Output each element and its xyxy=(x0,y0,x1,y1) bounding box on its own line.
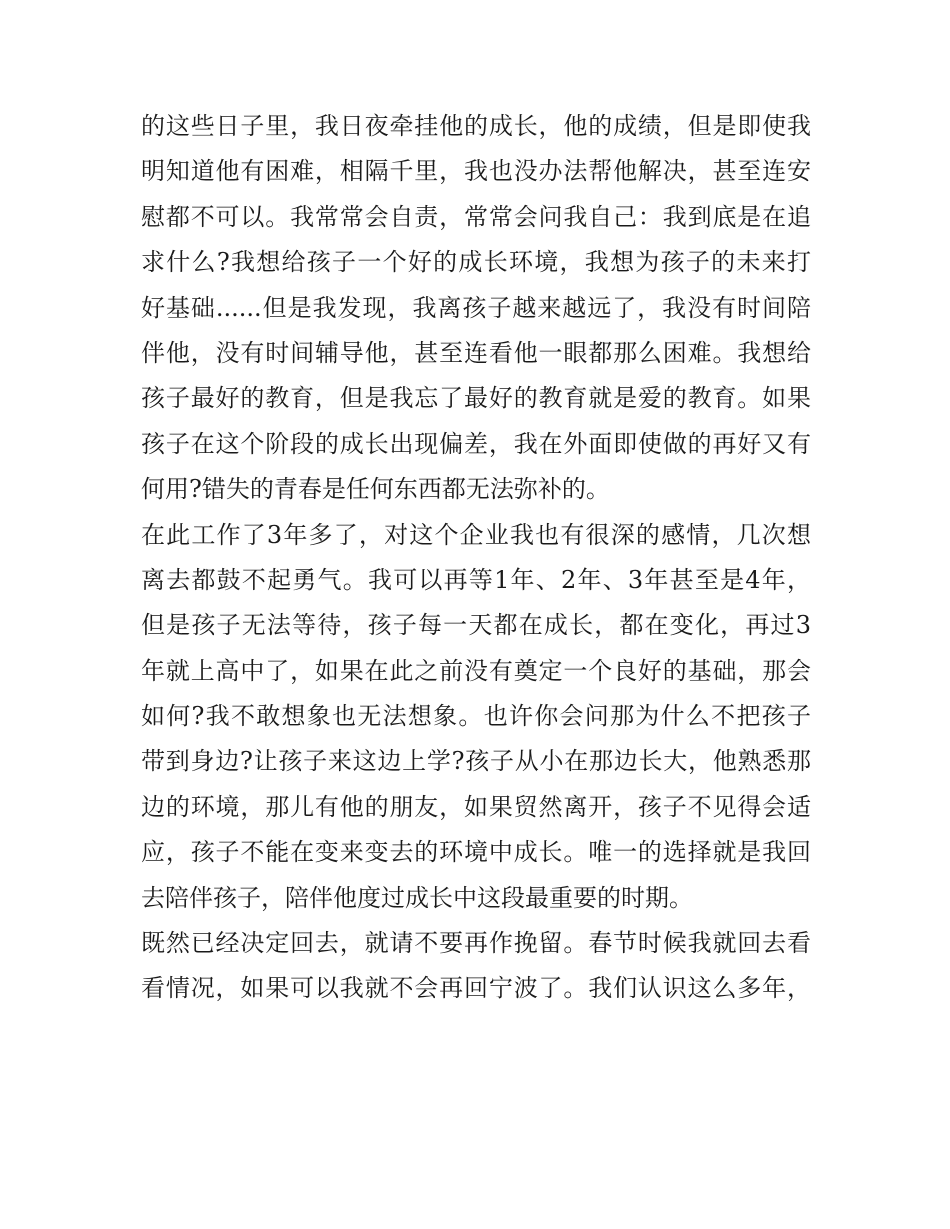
text-line: 应，孩子不能在变来变去的环境中成长。唯一的选择就是我回 xyxy=(141,838,811,867)
text-line: 孩子最好的教育，但是我忘了最好的教育就是爱的教育。如果 xyxy=(141,384,811,413)
paragraph xyxy=(141,104,811,513)
text-line: 既然已经决定回去，就请不要再作挽留。春节时候我就回去看 xyxy=(141,929,811,958)
text-line: 伴他，没有时间辅导他，甚至连看他一眼都那么困难。我想给 xyxy=(141,338,811,367)
text-line: 何用?错失的青春是任何东西都无法弥补的。 xyxy=(141,475,610,504)
paragraph xyxy=(141,513,811,922)
text-line: 慰都不可以。我常常会自责，常常会问我自己：我到底是在追 xyxy=(141,202,811,231)
document-body xyxy=(141,104,811,1012)
text-line: 边的环境，那儿有他的朋友，如果贸然离开，孩子不见得会适 xyxy=(141,792,811,821)
text-line: 年就上高中了，如果在此之前没有奠定一个良好的基础，那会 xyxy=(141,656,811,685)
text-line: 如何?我不敢想象也无法想象。也许你会问那为什么不把孩子 xyxy=(141,702,811,731)
text-line: 求什么?我想给孩子一个好的成长环境，我想为孩子的未来打 xyxy=(141,248,811,277)
text-line: 离去都鼓不起勇气。我可以再等1年、2年、3年甚至是4年， xyxy=(141,565,811,594)
text-line: 在此工作了3年多了，对这个企业我也有很深的感情，几次想 xyxy=(141,520,811,549)
text-line: 的这些日子里，我日夜牵挂他的成长，他的成绩，但是即使我 xyxy=(141,112,811,140)
text-line: 但是孩子无法等待，孩子每一天都在成长，都在变化，再过3 xyxy=(141,611,811,640)
text-line: 明知道他有困难，相隔千里，我也没办法帮他解决，甚至连安 xyxy=(141,157,811,186)
text-line: 看情况，如果可以我就不会再回宁波了。我们认识这么多年， xyxy=(141,974,811,1003)
text-line: 带到身边?让孩子来这边上学?孩子从小在那边长大，他熟悉那 xyxy=(141,747,811,776)
text-line: 去陪伴孩子，陪伴他度过成长中这段最重要的时期。 xyxy=(141,883,693,912)
text-line: 孩子在这个阶段的成长出现偏差，我在外面即使做的再好又有 xyxy=(141,429,811,458)
text-line: 好基础......但是我发现，我离孩子越来越远了，我没有时间陪 xyxy=(141,293,811,322)
paragraph xyxy=(141,921,811,1012)
